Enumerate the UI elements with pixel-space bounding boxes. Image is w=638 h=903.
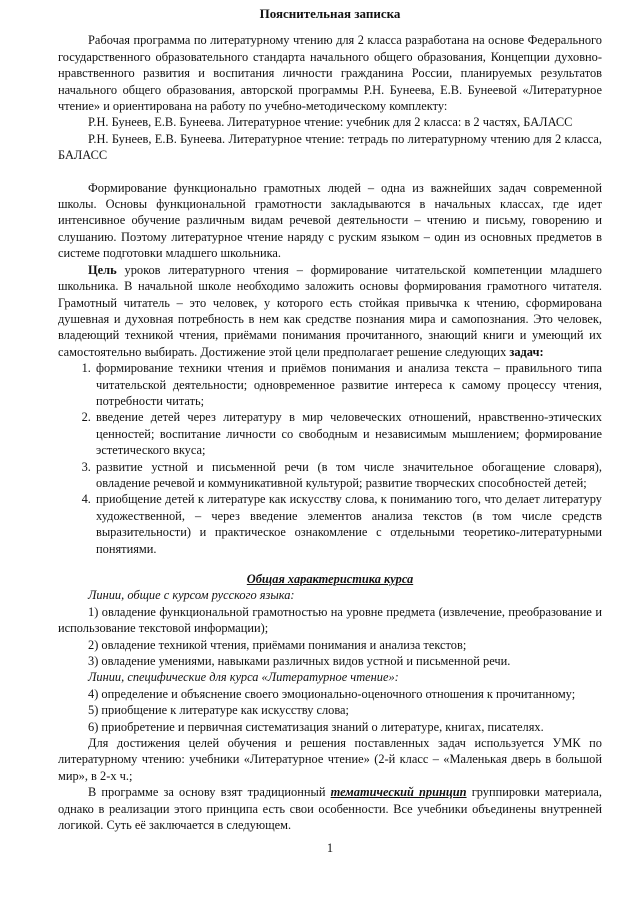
specific-lines-heading: Линии, специфические для курса «Литературное чтение»: (88, 670, 399, 685)
program-text-a: В программе за основу взят традиционный (88, 785, 331, 800)
page-number: 1 (326, 840, 334, 855)
kit-item-2: Р.Н. Бунеев, Е.В. Бунеева. Литературное чтение: тетрадь по литературному чтению для 2 класса, БАЛАСС (58, 131, 602, 163)
common-line: 2) овладение техникой чтения, приёмами понимания и анализа текстов; (88, 637, 467, 652)
common-line: 1) овладение функциональной грамотностью на уровне предмета (извлечение, преобразование и использование текстовой информации); (58, 604, 602, 636)
program-text-b: группировки материала, однако в реализации этого принципа есть свои особенности. Все учебники объединены внутренней логикой. Суть её заключается в следующем. (58, 785, 602, 833)
document-page (58, 0, 602, 856)
spacer (58, 164, 602, 180)
specific-line: 4) определение и объяснение своего эмоционально-оценочного отношения к прочитанному; (88, 686, 576, 701)
common-lines-heading: Линии, общие с курсом русского языка: (88, 588, 295, 603)
list-item: 1. формирование техники чтения и приёмов понимания и анализа текста – правильного типа читательской деятельности; одновременное развитие интереса к самому процессу чтения, потребности читать; (94, 360, 602, 409)
list-item: 3. развитие устной и письменной речи (в том числе значительное обогащение словаря), овладение речевой и коммуникативной культурой; развитие творческих способностей детей; (94, 459, 602, 492)
tasks-list (58, 360, 602, 557)
umk-paragraph: Для достижения целей обучения и решения поставленных задач используется УМК по литературному чтению: учебники «Литературное чтение» (2-й класс – «Маленькая дверь в большой мир», в 2-х ч.; (58, 736, 602, 783)
specific-line: 6) приобретение и первичная систематизация знаний о литературе, книгах, писателях. (88, 719, 544, 734)
thematic-principle: тематический принцип (330, 785, 467, 800)
goal-text: уроков литературного чтения – формирование читательской компетенции младшего школьника. В начальной школе необходимо заложить основы формирования грамотного читателя. Грамотный читатель – это человек, у которого есть стойкая привычка к чтению, сформирована душевная и духовная потребность в нем как средстве познания мира и самопознания. Это человек, владеющий техникой чтения, приёмами понимания прочитанного, знающий книги и умеющий их самостоятельно выбирать. Достижение этой цели предполагает решение следующих (58, 262, 602, 359)
list-item: 4. приобщение детей к литературе как искусству слова, к пониманию того, что делает литературу художественной, – через введение элементов анализа текстов (в том числе средств выразительности) и практическое ознакомление с отдельными теоретико-литературными понятиями. (94, 491, 602, 557)
common-line: 3) овладение умениями, навыками различных видов устной и письменной речи. (88, 654, 511, 669)
formation-paragraph: Формирование функционально грамотных людей – одна из важнейших задач современной школы. Основы функциональной грамотности закладываются в начальных классах, где идет интенсивное обучение различным видам речевой деятельности – чтению и письму, говорению и слушанию. Поэтому литературное чтение наряду с руским языком – один из основных предметов в системе подготовки младшего школьника. (58, 180, 602, 261)
page-title: Пояснительная записка (259, 6, 401, 21)
program-paragraph (58, 784, 602, 833)
kit-item-1: Р.Н. Бунеев, Е.В. Бунеева. Литературное чтение: учебник для 2 класса: в 2 частях, БАЛАСС (88, 115, 573, 130)
tasks-word: задач: (509, 344, 544, 359)
goal-paragraph (58, 262, 602, 360)
section-title: Общая характеристика курса (246, 572, 414, 586)
specific-line: 5) приобщение к литературе как искусству слова; (88, 703, 349, 718)
goal-word: Цель (88, 262, 117, 277)
intro-paragraph: Рабочая программа по литературному чтению для 2 класса разработана на основе Федерального государственного образовательного стандарта начального общего образования, Концепции духовно-нравственного развития и воспитания личности гражданина России, планируемых результатов начального общего образования, авторской программы Р.Н. Бунеева, Е.В. Бунеевой «Литературное чтение» и ориентирована на работу по учебно-методическому комплекту: (58, 33, 602, 114)
list-item: 2. введение детей через литературу в мир человеческих отношений, нравственно-этических ценностей; воспитание личности со свободным и независимым мышлением; формирование эстетического вкуса; (94, 409, 602, 458)
